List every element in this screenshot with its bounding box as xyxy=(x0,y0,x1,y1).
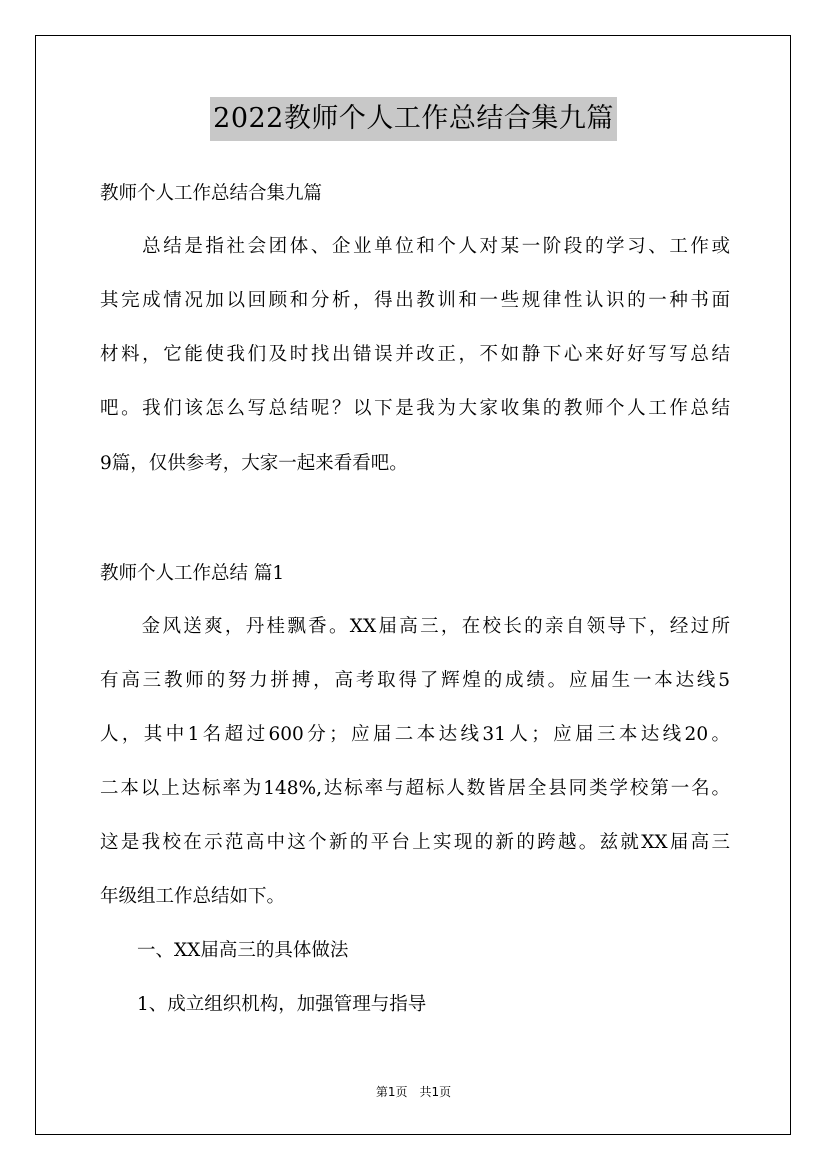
paragraph-line: 二本以上达标率为148%,达标率与超标人数皆居全县同类学校第一名。 xyxy=(100,778,730,799)
page-number-footer: 第1页 共1页 xyxy=(375,1085,452,1099)
section-heading: 教师个人工作总结 篇1 xyxy=(100,563,285,584)
paragraph-line: 金风送爽，丹桂飘香。XX届高三，在校长的亲自领导下，经过所 xyxy=(100,616,730,637)
paragraph-line: 总结是指社会团体、企业单位和个人对某一阶段的学习、工作或 xyxy=(100,236,730,257)
paragraph-line: 材料，它能使我们及时找出错误并改正，不如静下心来好好写写总结 xyxy=(100,344,730,365)
paragraph-line: 这是我校在示范高中这个新的平台上实现的新的跨越。兹就XX届高三 xyxy=(100,832,730,853)
subtitle-line: 教师个人工作总结合集九篇 xyxy=(100,183,323,204)
paragraph-line: 有高三教师的努力拼搏，高考取得了辉煌的成绩。应届生一本达线5 xyxy=(100,670,730,691)
subsection-heading: 1、成立组织机构，加强管理与指导 xyxy=(100,994,427,1015)
title-container xyxy=(0,97,827,141)
paragraph-line: 年级组工作总结如下。 xyxy=(100,886,286,907)
paragraph-line: 人，其中1名超过600分；应届二本达线31人；应届三本达线20。 xyxy=(100,724,730,745)
document-title: 2022教师个人工作总结合集九篇 xyxy=(210,97,617,141)
paragraph-line: 吧。我们该怎么写总结呢？以下是我为大家收集的教师个人工作总结 xyxy=(100,398,730,419)
paragraph-line: 9篇，仅供参考，大家一起来看看吧。 xyxy=(100,453,408,474)
subsection-heading: 一、XX届高三的具体做法 xyxy=(100,940,349,961)
paragraph-line: 其完成情况加以回顾和分析，得出教训和一些规律性认识的一种书面 xyxy=(100,290,730,311)
